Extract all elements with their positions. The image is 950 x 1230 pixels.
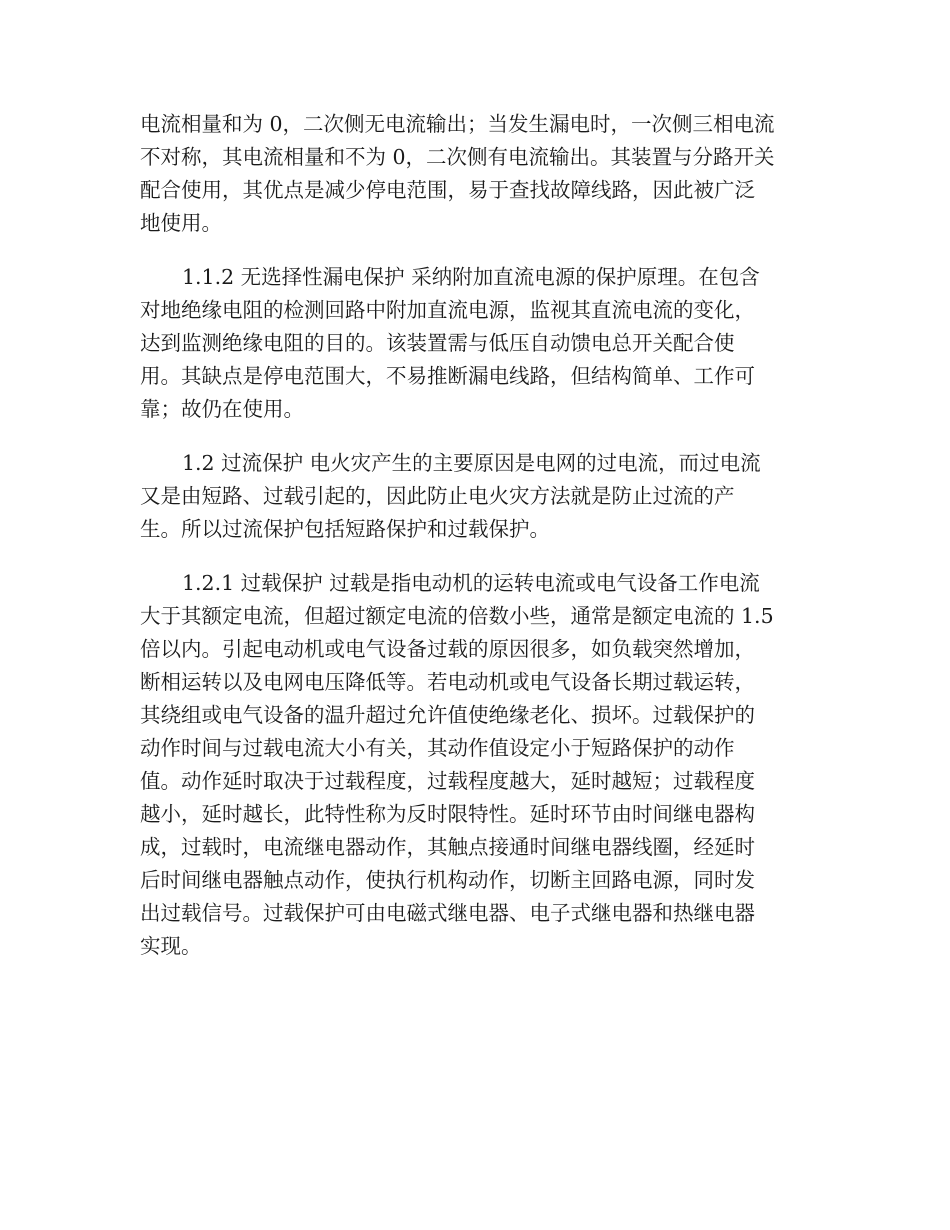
text-line: 大于其额定电流，但超过额定电流的倍数小些，通常是额定电流的 1.5: [140, 604, 774, 628]
text-line: 后时间继电器触点动作，使执行机构动作，切断主回路电源，同时发: [140, 868, 755, 892]
paragraph-continuation: [140, 108, 812, 240]
text-line: 实现。: [140, 934, 202, 958]
text-line: 断相运转以及电网电压降低等。若电动机或电气设备长期过载运转，: [140, 670, 755, 694]
text-line: 达到监测绝缘电阻的目的。该装置需与低压自动馈电总开关配合使: [140, 331, 735, 355]
text-line: 成，过载时，电流继电器动作，其触点接通时间继电器线圈，经延时: [140, 835, 755, 859]
text-line: 1.1.2 无选择性漏电保护 采纳附加直流电源的保护原理。在包含: [182, 265, 760, 289]
text-line: 靠；故仍在使用。: [140, 397, 304, 421]
text-line: 倍以内。引起电动机或电气设备过载的原因很多，如负载突然增加，: [140, 637, 755, 661]
text-line: 出过载信号。过载保护可由电磁式继电器、电子式继电器和热继电器: [140, 901, 755, 925]
text-line: 越小，延时越长，此特性称为反时限特性。延时环节由时间继电器构: [140, 802, 755, 826]
text-line: 配合使用，其优点是减少停电范围，易于查找故障线路，因此被广泛: [140, 178, 755, 202]
paragraph-1-1-2: [140, 261, 812, 426]
paragraph-1-2-1: [140, 567, 812, 963]
text-line: 1.2.1 过载保护 过载是指电动机的运转电流或电气设备工作电流: [182, 571, 760, 595]
text-line: 值。动作延时取决于过载程度，过载程度越大，延时越短；过载程度: [140, 769, 755, 793]
text-line: 动作时间与过载电流大小有关，其动作值设定小于短路保护的动作: [140, 736, 735, 760]
text-line: 其绕组或电气设备的温升超过允许值使绝缘老化、损坏。过载保护的: [140, 703, 755, 727]
text-line: 对地绝缘电阻的检测回路中附加直流电源，监视其直流电流的变化，: [140, 298, 755, 322]
text-line: 地使用。: [140, 211, 222, 235]
document-body: [140, 108, 812, 984]
text-line: 不对称，其电流相量和不为 0，二次侧有电流输出。其装置与分路开关: [140, 145, 775, 169]
text-line: 1.2 过流保护 电火灾产生的主要原因是电网的过电流，而过电流: [182, 451, 761, 475]
text-line: 电流相量和为 0，二次侧无电流输出；当发生漏电时，一次侧三相电流: [140, 112, 775, 136]
text-line: 用。其缺点是停电范围大，不易推断漏电线路，但结构简单、工作可: [140, 364, 755, 388]
paragraph-1-2: [140, 447, 812, 546]
text-line: 又是由短路、过载引起的，因此防止电火灾方法就是防止过流的产: [140, 484, 735, 508]
text-line: 生。所以过流保护包括短路保护和过载保护。: [140, 517, 550, 541]
